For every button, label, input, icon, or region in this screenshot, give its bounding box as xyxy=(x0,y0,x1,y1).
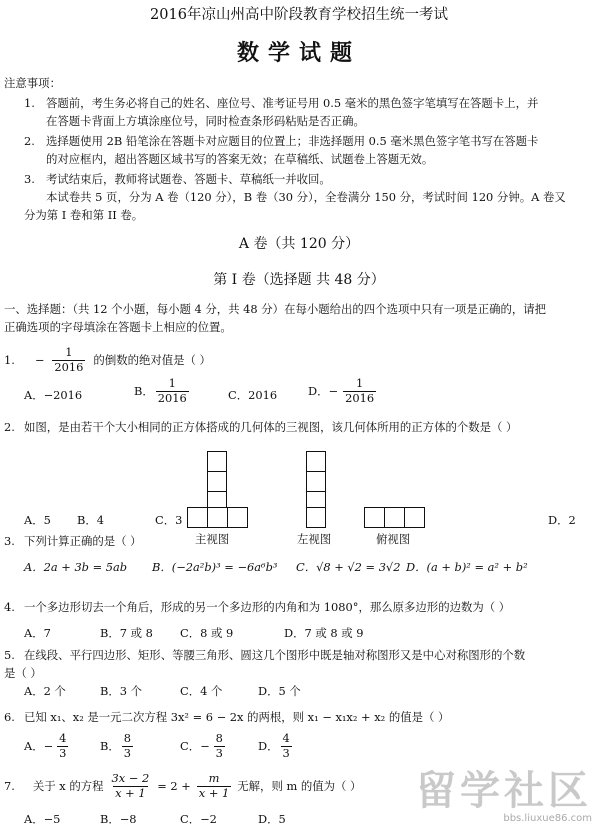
front-view-cell xyxy=(207,471,227,492)
q6-option-a xyxy=(24,733,70,760)
left-view-cell xyxy=(306,451,326,472)
watermark xyxy=(416,767,592,826)
q6-text: 已知 x₁、x₂ 是一元二次方程 3x² = 6 − 2x 的两根，则 x₁ − x₁x₂ + x₂ 的值是（ ） xyxy=(24,710,450,724)
q5-option-b: B．3 个 xyxy=(100,684,143,698)
q1-b-den: 2016 xyxy=(157,390,187,405)
q1-option-a xyxy=(24,388,82,402)
q3-option-d: D．(a + b)² = a² + b² xyxy=(406,560,528,574)
q7-option-c: C．−2 xyxy=(180,812,217,826)
q1-minus: − xyxy=(34,353,45,368)
q1-frac-num: 1 xyxy=(65,345,73,359)
front-view-caption: 主视图 xyxy=(195,532,230,546)
q1-d-num: 1 xyxy=(355,376,364,390)
exam-title: 2016年凉山州高中阶段教育学校招生统一考试 xyxy=(150,7,448,23)
q7-f1-den: x + 1 xyxy=(115,785,146,800)
q1-d-minus: − xyxy=(328,384,339,399)
q6-b-num: 8 xyxy=(123,731,132,745)
q1-a-label: A． xyxy=(24,388,44,402)
front-view-cell xyxy=(227,507,248,528)
q4-number: 4. xyxy=(4,600,15,614)
top-view-cell xyxy=(404,507,425,528)
q3-number: 3. xyxy=(4,534,15,548)
q1-number: 1. xyxy=(4,353,15,368)
q1-option-d xyxy=(308,378,378,405)
front-view-cell xyxy=(187,507,208,528)
q3-text: 下列计算正确的是（ ） xyxy=(24,534,142,548)
q6-d-den: 3 xyxy=(282,745,290,760)
q1-frac-den: 2016 xyxy=(54,359,84,374)
q6-a-label: A． xyxy=(24,739,44,754)
q6-b-label: B． xyxy=(100,739,120,754)
watermark-url: bbs.liuxue86.com xyxy=(503,812,592,824)
q5-option-c: C．4 个 xyxy=(180,684,223,698)
q6-number: 6. xyxy=(4,710,15,724)
q7-option-b: B．−8 xyxy=(100,812,137,826)
q6-d-label: D． xyxy=(258,739,279,754)
q6-option-b xyxy=(100,733,135,760)
notice-3-num: 3. xyxy=(24,172,35,186)
q5-line2: 是（ ） xyxy=(4,666,42,680)
q6-option-d xyxy=(258,733,294,760)
q7-f1-num: 3x − 2 xyxy=(111,771,150,785)
q5-option-d: D．5 个 xyxy=(258,684,301,698)
q5-line1: 在线段、平行四边形、矩形、等腰三角形、圆这几个图形中既是轴对称图形又是中心对称图形的个数 xyxy=(24,648,526,662)
left-view-caption: 左视图 xyxy=(297,532,332,546)
q1-b-num: 1 xyxy=(168,376,176,390)
part1-intro-line2: 正确选项的字母填涂在答题卡上相应的位置。 xyxy=(4,320,232,334)
q5-number: 5. xyxy=(4,648,15,662)
q6-c-minus: − xyxy=(200,739,210,754)
q6-c-label: C． xyxy=(180,739,201,754)
subject-title: 数学试题 xyxy=(236,40,361,66)
notice-2-num: 2. xyxy=(24,134,35,148)
q2-text: 如图，是由若干个大小相同的正方体搭成的几何体的三视图，该几何体所用的正方体的个数是（ ） xyxy=(24,420,518,434)
q6-a-fraction xyxy=(57,733,68,760)
front-view-cell xyxy=(207,507,228,528)
q1-d-den: 2016 xyxy=(345,390,375,405)
notice-2-line1: 选择题使用 2B 铅笔涂在答题卡对应题目的位置上；非选择题用 0.5 毫米黑色签字笔书写在答题卡 xyxy=(46,134,539,148)
q1-d-fraction xyxy=(343,378,376,405)
q4-text: 一个多边形切去一个角后，形成的另一个多边形的内角和为 1080°，那么原多边形的边数为（ ） xyxy=(24,600,511,614)
notice-heading: 注意事项： xyxy=(4,76,61,90)
q2-option-c: C．3 xyxy=(155,513,183,527)
q6-d-fraction xyxy=(281,733,292,760)
q3-option-a: A．2a + 3b = 5ab xyxy=(24,560,128,574)
q7-fraction-2 xyxy=(197,773,231,800)
top-view-cell xyxy=(364,507,385,528)
q3-option-b: B．(−2a²b)³ = −6a⁶b³ xyxy=(152,560,278,574)
q7-option-a: A．−5 xyxy=(24,812,61,826)
question-1 xyxy=(4,347,211,374)
q7-f2-den: x + 1 xyxy=(198,785,230,800)
left-view-cell xyxy=(306,507,326,528)
front-view-cell xyxy=(207,451,227,472)
top-view-caption: 俯视图 xyxy=(376,532,411,546)
section-1-heading: 第 I 卷（选择题 共 48 分） xyxy=(213,272,385,288)
q6-b-den: 3 xyxy=(123,745,132,760)
q3-option-c: C．√8 + √2 = 3√2 xyxy=(296,560,401,574)
q7-fraction-1 xyxy=(110,773,152,800)
q1-d-label: D． xyxy=(308,384,329,399)
notice-para-line2: 分为第 I 卷和第 II 卷。 xyxy=(24,208,144,222)
q4-option-d: D．7 或 8 或 9 xyxy=(284,626,364,640)
notice-1-line2: 在答题卡背面上方填涂座位号，同时检查条形码粘贴是否正确。 xyxy=(46,114,365,128)
q6-a-den: 3 xyxy=(59,745,67,760)
q6-a-minus: − xyxy=(43,739,54,754)
q7-pre: 关于 x 的方程 xyxy=(32,779,104,794)
q2-option-b: B．4 xyxy=(77,513,105,527)
q6-b-fraction xyxy=(122,733,133,760)
watermark-logo: 留学社区 xyxy=(416,767,592,814)
section-a-heading: A 卷（共 120 分） xyxy=(238,236,360,252)
q2-option-d: D．2 xyxy=(548,513,576,527)
notice-1-line1: 答题前，考生务必将自己的姓名、座位号、准考证号用 0.5 毫米的黑色签字笔填写在答题卡上，并 xyxy=(46,96,539,110)
q7-post: 无解，则 m 的值为（ ） xyxy=(237,779,362,794)
notice-2-line2: 的对应框内，超出答题区域书写的答案无效；在草稿纸、试题卷上答题无效。 xyxy=(46,152,434,166)
q4-option-a: A．7 xyxy=(24,626,51,640)
q7-f2-num: m xyxy=(208,771,220,785)
part1-intro-line1: 一、选择题：（共 12 个小题，每小题 4 分，共 48 分）在每小题给出的四个选项中只有一项是正确的，请把 xyxy=(4,302,547,316)
q4-option-b: B．7 或 8 xyxy=(100,626,153,640)
q7-mid: = 2 + xyxy=(157,779,191,794)
q6-option-c xyxy=(180,733,227,760)
notice-3-line1: 考试结束后，教师将试题卷、答题卡、草稿纸一并收回。 xyxy=(46,172,331,186)
q1-option-c xyxy=(228,388,277,402)
q6-c-den: 3 xyxy=(215,745,223,760)
q1-c-value: 2016 xyxy=(248,388,278,402)
q7-option-d: D．5 xyxy=(258,812,286,826)
q1-b-label: B． xyxy=(134,384,154,399)
q6-d-num: 4 xyxy=(282,731,290,745)
q6-c-fraction xyxy=(214,733,225,760)
q2-number: 2. xyxy=(4,420,15,434)
question-7 xyxy=(4,773,361,800)
q1-b-fraction xyxy=(156,378,189,405)
q1-text: 的倒数的绝对值是（ ） xyxy=(93,353,211,368)
q4-option-c: C．8 或 9 xyxy=(180,626,234,640)
notice-1-num: 1. xyxy=(24,96,35,110)
top-view-cell xyxy=(384,507,405,528)
q6-a-num: 4 xyxy=(59,731,67,745)
notice-para-line1: 本试卷共 5 页，分为 A 卷（120 分），B 卷（30 分），全卷满分 150 分，考试时间 120 分钟。A 卷又 xyxy=(46,190,566,204)
q1-fraction xyxy=(52,347,85,374)
q1-c-label: C． xyxy=(228,388,249,402)
left-view-cell xyxy=(306,471,326,492)
q5-option-a: A．2 个 xyxy=(24,684,66,698)
q6-c-num: 8 xyxy=(215,731,223,745)
q7-number: 7. xyxy=(4,779,15,794)
q1-a-value: −2016 xyxy=(43,388,83,402)
q1-option-b xyxy=(134,378,191,405)
q2-option-a: A．5 xyxy=(24,513,51,527)
